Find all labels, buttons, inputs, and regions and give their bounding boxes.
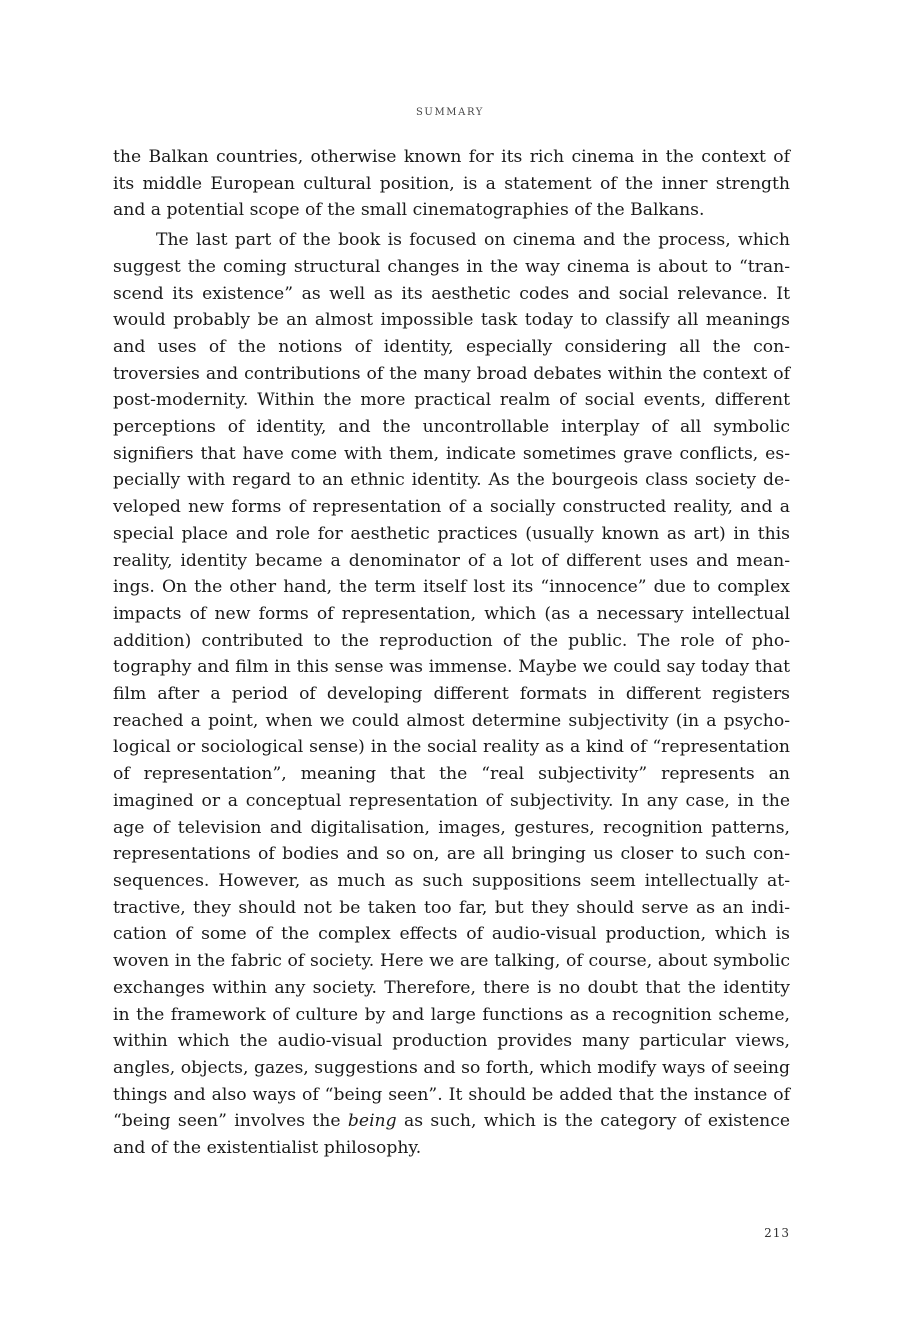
paragraph-main-text-before: The last part of the book is focused on cinema and the process, which suggest the coming structural changes in the way cinema is about to “transcend its existence” as well as its aesthetic codes and social relevance. It would probably be an almost impossible task today to classify all meanings and uses of the notions of identity, especially considering all the controversies and contributions of the many broad debates within the context of post-modernity. Within the more practical realm of social events, different perceptions of identity, and the uncontrollable interplay of all symbolic signifiers that have come with them, indicate sometimes grave conflicts, especially with regard to an ethnic identity. As the bourgeois class society developed new forms of representation of a socially constructed reality, and a special place and role for aesthetic practices (usually known as art) in this reality, identity became a denominator of a lot of different uses and meanings. On the other hand, the term itself lost its “innocence” due to complex impacts of new forms of representation, which (as a necessary intellectual addition) contributed to the reproduction of the public. The role of photography and film in this sense was immense. Maybe we could say today that film after a period of developing different formats in different registers reached a point, when we could almost determine subjectivity (in a psychological or sociological sense) in the social reality as a kind of “representation of representation”, meaning that the “real subjectivity” represents an imagined or a conceptual representation of subjectivity. In any case, in the age of television and digitalisation, images, gestures, recognition patterns, representations of bodies and so on, are all bringing us closer to such consequences. However, as much as such suppositions seem intellectually attractive, they should not be taken too far, but they should serve as an indication of some of the complex effects of audio-visual production, which is woven in the fabric of society. Here we are talking, of course, about symbolic exchanges within any society. Therefore, there is no doubt that the identity in the framework of culture by and large functions as a recognition scheme, within which the audio-visual production provides many particular views, angles, objects, gazes, suggestions and so forth, which modify ways of seeing things and also ways of “being seen”. It should be added that the instance of “being seen” involves the: [113, 230, 790, 1132]
running-head: SUMMARY: [415, 107, 484, 118]
paragraph-main: [113, 227, 790, 1162]
page-number: 213: [764, 1226, 790, 1240]
italic-term: being: [347, 1111, 397, 1132]
paragraph-continuation: the Balkan countries, otherwise known for its rich cinema in the context of its middle European cultural position, is a statement of the inner strength and a potential scope of the small cinematographies of the Balkans.: [113, 147, 790, 221]
paragraph-main-text-after: as such, which is the category of existence and of the existentialist philosophy.: [113, 1111, 790, 1159]
body-text: [113, 144, 790, 1162]
